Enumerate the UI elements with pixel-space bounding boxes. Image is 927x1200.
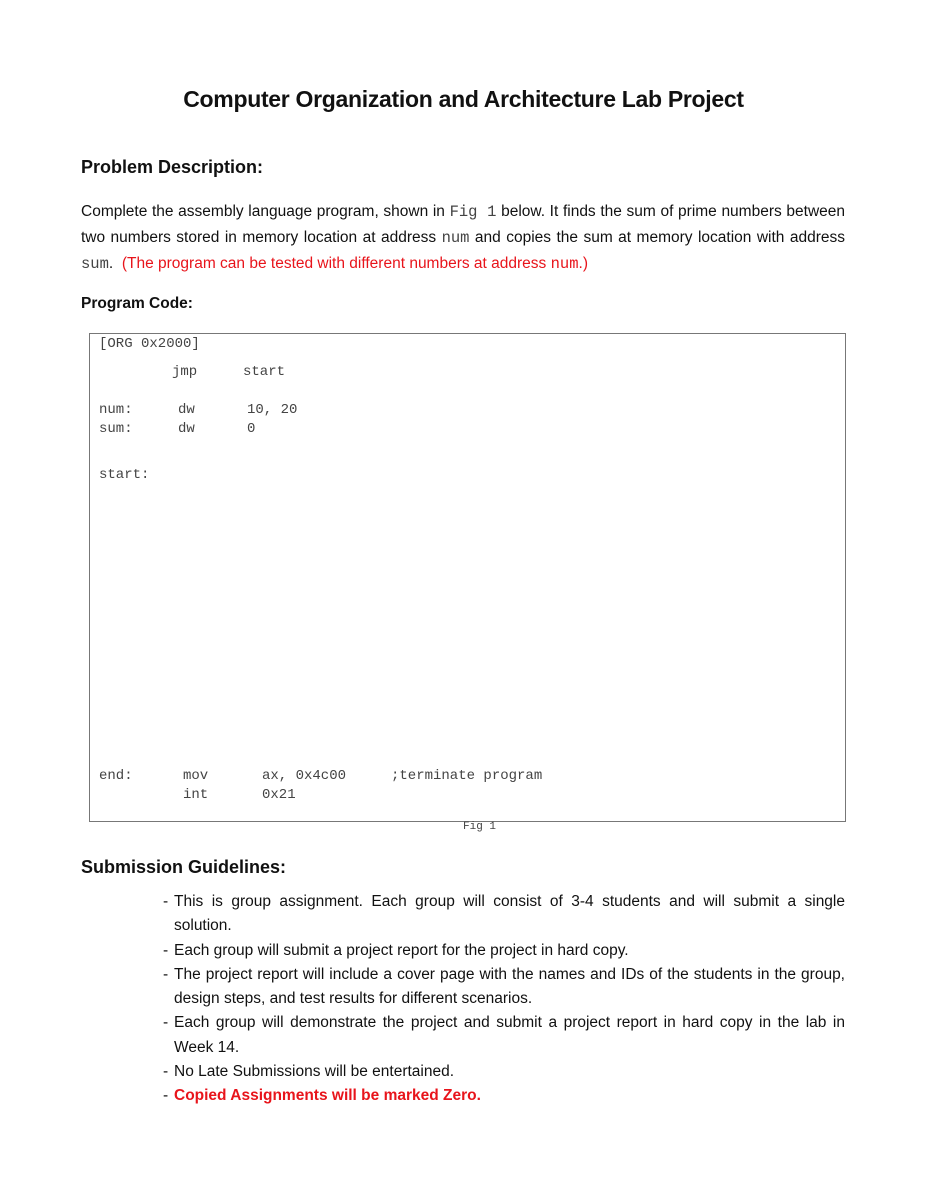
code-op: jmp [172, 364, 198, 380]
dash: - [163, 893, 169, 910]
dash: - [163, 965, 169, 983]
code-label: end: [99, 768, 133, 784]
list-item [163, 1011, 845, 1060]
dash: - [163, 1063, 169, 1081]
sum-ref: sum [81, 255, 109, 273]
code-label: num: [99, 402, 133, 418]
code-op: dw [178, 402, 195, 418]
code-arg: 0 [247, 421, 256, 437]
submission-heading: Submission Guidelines: [81, 857, 287, 877]
text: . [108, 255, 114, 272]
code-arg: 0x21 [262, 787, 296, 803]
code-line: [ORG 0x2000] [99, 336, 200, 352]
list-item [163, 890, 845, 939]
item-text: The project report will include a cover page with the names and IDs of the students in the group, design steps, and test results for different scenarios. [174, 965, 845, 1008]
dash: - [163, 1014, 169, 1032]
guidelines-list [163, 890, 845, 1109]
code-op: int [183, 787, 209, 803]
code-op: dw [178, 421, 195, 437]
code-arg: ax, 0x4c00 [262, 768, 347, 784]
fig-ref: Fig 1 [449, 203, 497, 221]
text: and copies the sum at memory location with address [469, 229, 845, 246]
item-text: Each group will submit a project report for the project in hard copy. [174, 941, 629, 959]
text: Complete the assembly language program, shown in [81, 203, 450, 220]
problem-description [81, 199, 845, 277]
num-ref: num [441, 229, 470, 247]
code-label: sum: [99, 421, 133, 437]
item-text-warning: Copied Assignments will be marked Zero. [174, 1087, 481, 1105]
item-text: No Late Submissions will be entertained. [174, 1063, 455, 1081]
test-note-end: .) [578, 255, 588, 272]
code-arg: 10, 20 [247, 402, 298, 418]
item-text: This is group assignment. Each group will consist of 3-4 students and will submit a single solution. [174, 893, 845, 935]
test-note: (The program can be tested with different numbers at address [121, 255, 551, 272]
list-item [163, 1084, 845, 1108]
dash: - [163, 941, 169, 959]
code-comment: ;terminate program [391, 768, 543, 784]
list-item [163, 1060, 845, 1084]
code-op: mov [183, 768, 209, 784]
text: below. It finds the sum of prime numbers between two numbers stored in memory location at address [81, 203, 845, 246]
item-text: Each group will demonstrate the project and submit a project report in hard copy in the lab in Week 14. [174, 1014, 845, 1056]
code-label: start: [99, 467, 150, 483]
problem-heading: Problem Description: [81, 157, 264, 177]
code-arg: start [243, 364, 286, 380]
code-box [89, 333, 846, 822]
program-code-heading: Program Code: [81, 295, 193, 312]
figure-caption: Fig 1 [463, 821, 497, 833]
num-ref: num [550, 255, 579, 273]
list-item [163, 963, 845, 1012]
page-title: Computer Organization and Architecture Lab Project [183, 86, 744, 112]
dash: - [163, 1087, 169, 1105]
list-item [163, 939, 845, 963]
